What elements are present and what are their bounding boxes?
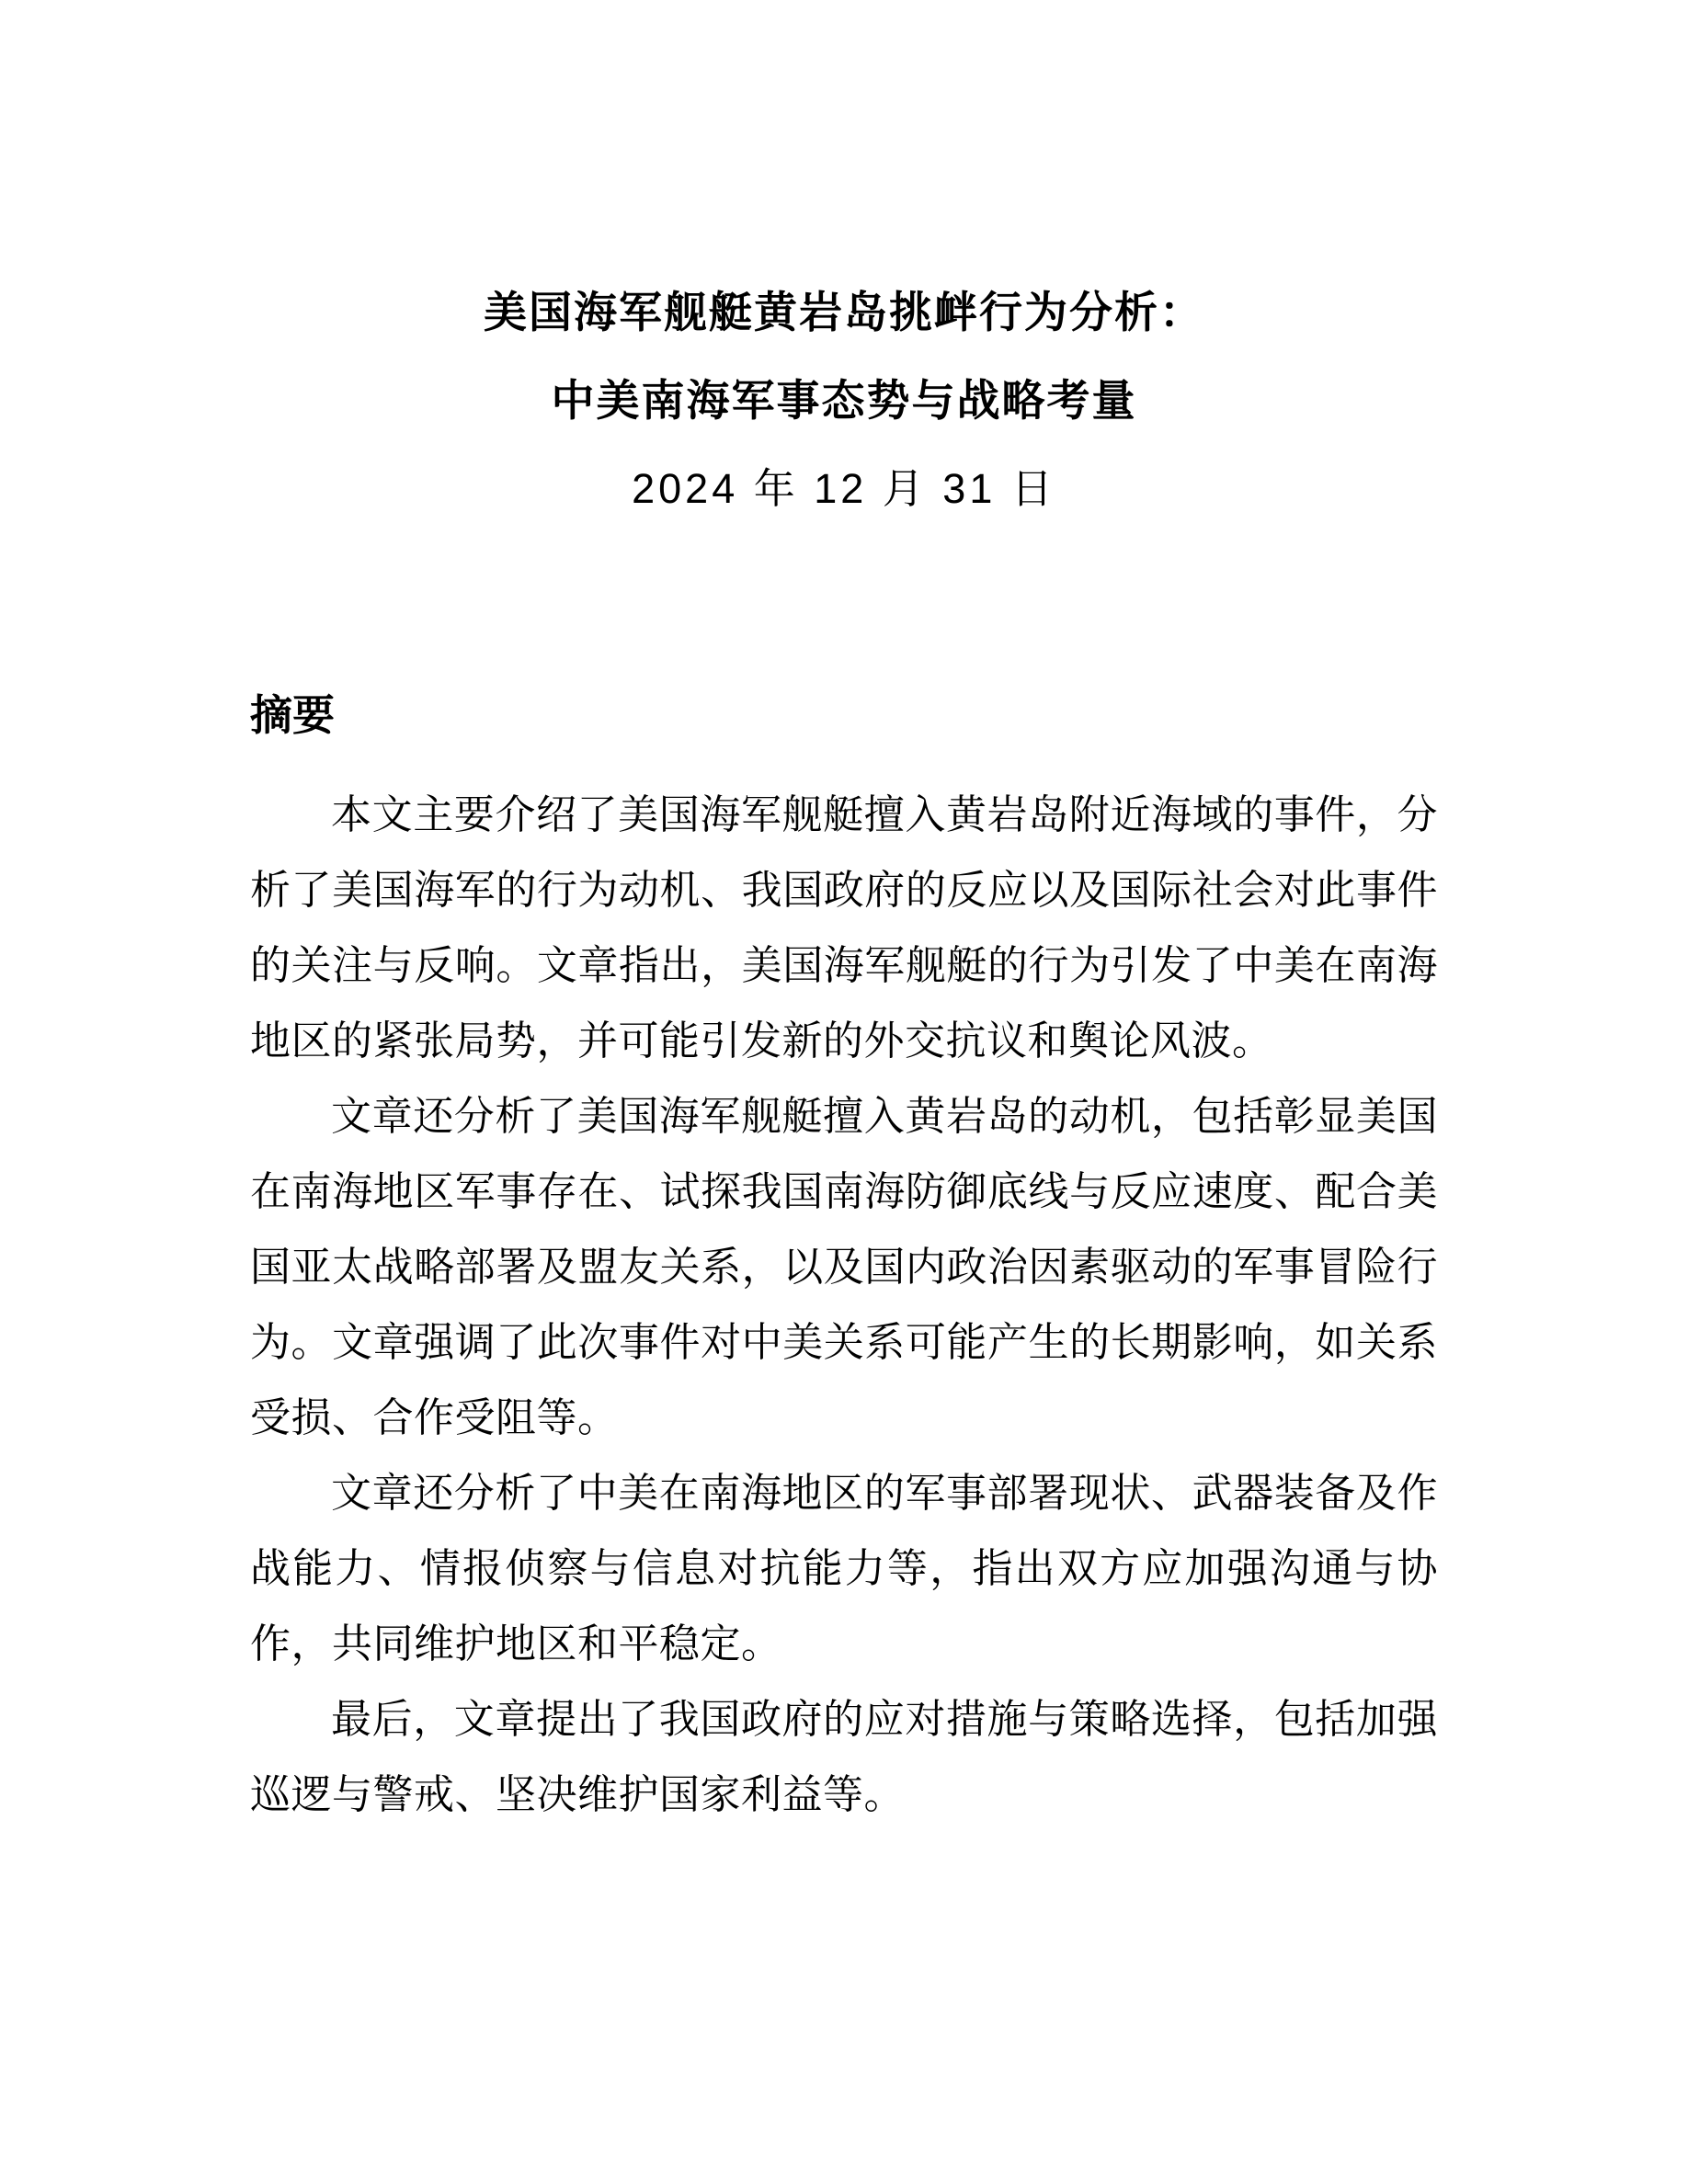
abstract-section xyxy=(250,688,1438,1833)
abstract-paragraph-2: 文章还分析了美国海军舰艇擅入黄岩岛的动机，包括彰显美国在南海地区军事存在、试探我国南海防御底线与反应速度、配合美国亚太战略部署及盟友关系，以及国内政治因素驱动的军事冒险行为。文章强调了此次事件对中美关系可能产生的长期影响，如关系受损、合作受阻等。 xyxy=(250,1094,1438,1440)
abstract-paragraph-4: 最后，文章提出了我国政府的应对措施与策略选择，包括加强巡逻与警戒、坚决维护国家利益等。 xyxy=(250,1697,1438,1817)
abstract-heading: 摘要 xyxy=(250,691,335,739)
document-title-line-2: 中美南海军事态势与战略考量 xyxy=(551,376,1137,425)
abstract-paragraph-3: 文章还分析了中美在南海地区的军事部署现状、武器装备及作战能力、情报侦察与信息对抗能力等，指出双方应加强沟通与协作，共同维护地区和平稳定。 xyxy=(250,1471,1438,1666)
abstract-paragraph-1: 本文主要介绍了美国海军舰艇擅入黄岩岛附近海域的事件，分析了美国海军的行为动机、我国政府的反应以及国际社会对此事件的关注与反响。文章指出，美国海军舰艇的行为引发了中美在南海地区的紧张局势，并可能引发新的外交抗议和舆论风波。 xyxy=(250,792,1438,1064)
document-title-line-1: 美国海军舰艇黄岩岛挑衅行为分析： xyxy=(484,288,1204,336)
document-date: 2024 年 12 月 31 日 xyxy=(632,465,1056,512)
document-header xyxy=(250,268,1438,533)
